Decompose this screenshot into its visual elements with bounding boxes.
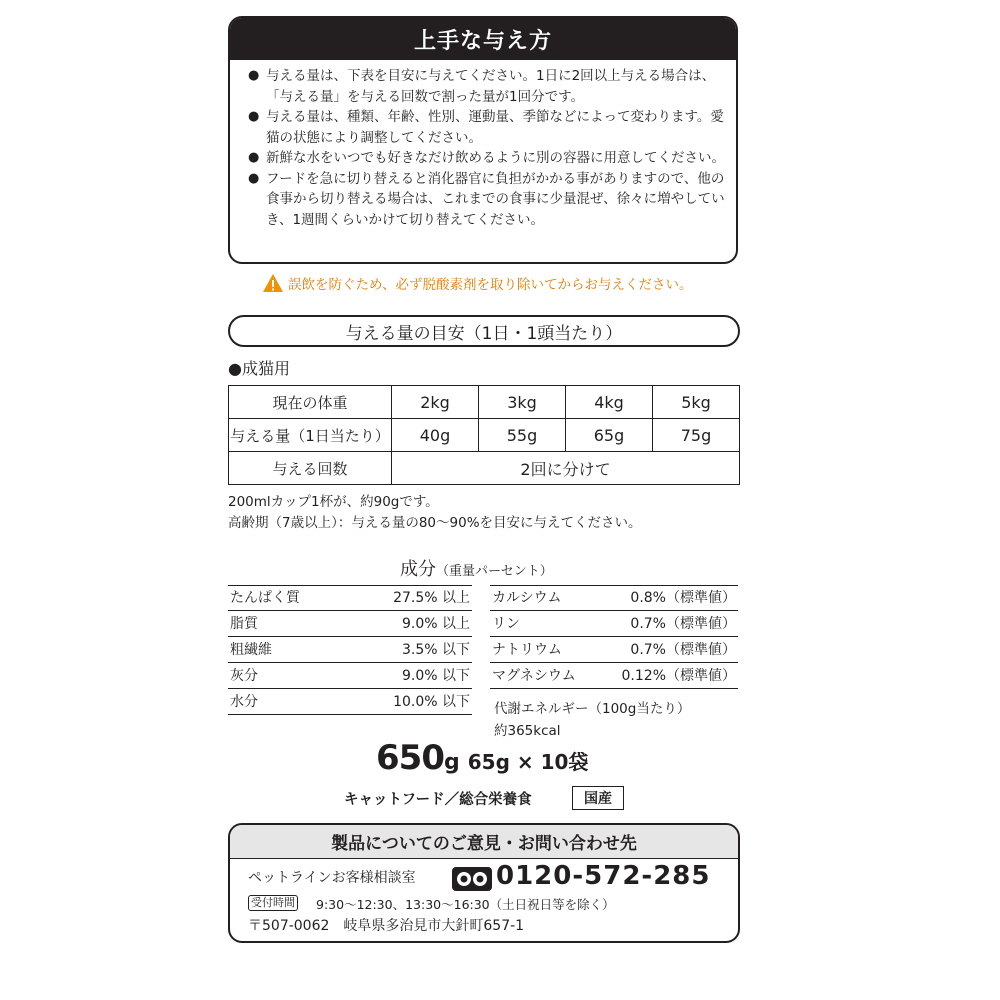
warning-line [262,272,732,294]
composition-row: たんぱく質 27.5% 以上 [228,585,472,611]
table-cell: 40g [392,419,479,452]
amount-title: 与える量の目安（1日・1頭当たり） [228,315,740,347]
feeding-table [228,385,740,485]
package-breakdown: 65g × 10袋 [467,750,589,774]
table-cell: 現在の体重 [229,386,392,419]
feeding-list [248,66,726,230]
feeding-item-3: ● 新鮮な水をいつでも好きなだけ飲めるように別の容器に用意してください。 [248,148,726,169]
senior-note: 高齢期（7歳以上）：与える量の80〜90%を目安に与えてください。 [228,515,642,531]
support-desk-name: ペットラインお客様相談室 [248,870,416,886]
bullet-icon: ● [248,109,260,124]
weight-value: 650 [376,738,444,778]
table-cell: 3kg [479,386,566,419]
food-type: キャットフード／総合栄養食 [344,792,532,808]
composition-subtitle: （重量パーセント） [436,564,553,579]
feeding-item-1: ● 与える量は、下表を目安に与えてください。1日に2回以上与える場合は、「与える量」を与える回数で割った量が1回分です。 [248,68,716,105]
energy-label: 代謝エネルギー（100g当たり） [494,701,691,717]
table-cell: 75g [653,419,740,452]
table-cell: 2kg [392,386,479,419]
composition-row: ナトリウム 0.7%（標準値） [490,637,738,663]
freedial-icon [452,867,492,891]
bullet-icon: ● [248,150,260,165]
bullet-icon: ● [248,170,260,186]
table-row [229,386,740,419]
table-cell: 4kg [566,386,653,419]
warning-triangle-icon [262,273,284,293]
composition-row: 水分 10.0% 以下 [228,689,472,715]
contact-box [228,823,740,943]
table-cell: 55g [479,419,566,452]
address: 〒507-0062 岐阜県多治見市大針町657-1 [248,918,525,934]
table-cell: 2回に分けて [392,452,740,485]
table-row [229,452,740,485]
table-cell: 与える回数 [229,452,392,485]
origin-badge: 国産 [572,786,624,810]
hours-label: 受付時間 [248,895,298,911]
feeding-title: 上手な与え方 [230,18,736,60]
feeding-instructions-box [228,16,738,264]
table-cell: 65g [566,419,653,452]
cup-note: 200mlカップ1杯が、約90gです。 [228,494,439,510]
table-cell: 5kg [653,386,740,419]
phone-number[interactable]: 0120-572-285 [496,861,711,891]
warning-text: 誤飲を防ぐため、必ず脱酸素剤を取り除いてからお与えください。 [288,277,693,293]
bullet-icon: ● [248,68,260,83]
feeding-item-4: ● フードを急に切り替えると消化器官に負担がかかる事がありますので、他の食事から切り替える場合は、これまでの食事に少量混ぜ、徐々に増やしていき、1週間くらいかけて切り替えてください。 [248,170,725,228]
feeding-item-2: ● 与える量は、種類、年齢、性別、運動量、季節などによって変わります。愛猫の状態により調整してください。 [248,109,724,146]
composition-row: マグネシウム 0.12%（標準値） [490,663,738,689]
composition-row: 粗繊維 3.5% 以下 [228,637,472,663]
table-cell: 与える量（1日当たり） [229,419,392,452]
composition-row: 脂質 9.0% 以上 [228,611,472,637]
composition-row: カルシウム 0.8%（標準値） [490,585,738,611]
table-row [229,419,740,452]
energy-value: 約365kcal [494,723,561,739]
weight-unit: g [443,750,460,775]
contact-title: 製品についてのご意見・お問い合わせ先 [230,825,738,859]
net-weight [376,738,588,780]
composition-row: 灰分 9.0% 以下 [228,663,472,689]
adult-cat-label: ●成猫用 [228,359,290,378]
composition-row: リン 0.7%（標準値） [490,611,738,637]
composition-title: 成分（重量パーセント） [400,559,553,580]
service-hours: 9:30〜12:30、13:30〜16:30（土日祝日等を除く） [316,897,615,912]
